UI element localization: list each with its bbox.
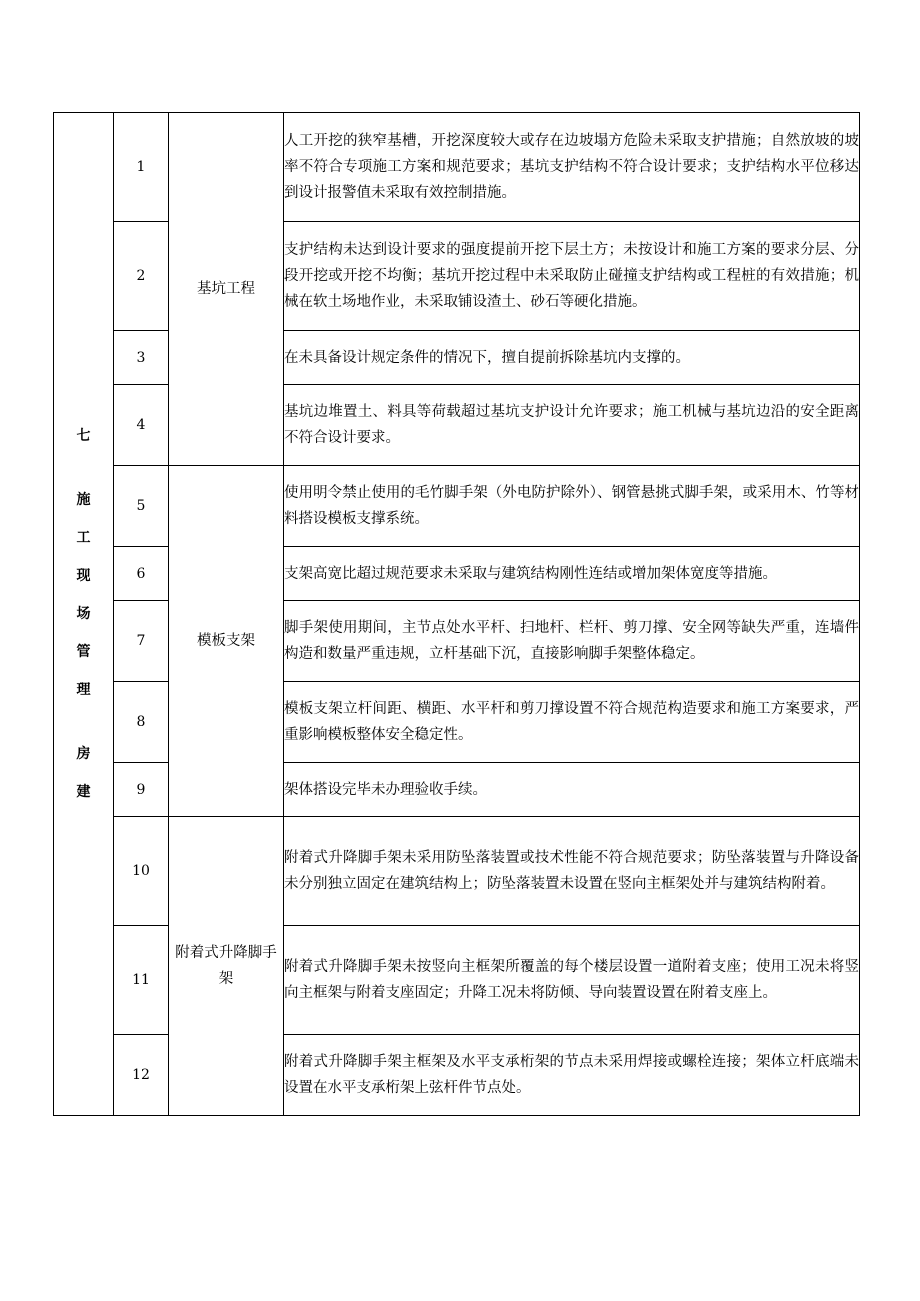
row-number: 3: [114, 331, 169, 385]
row-number: 9: [114, 763, 169, 817]
category-char: 工: [76, 530, 91, 546]
group-cell-attached-lifting-scaffold: 附着式升降脚手架: [169, 817, 284, 1116]
row-number: 10: [114, 817, 169, 926]
row-number: 5: [114, 466, 169, 547]
row-description: 模板支架立杆间距、横距、水平杆和剪刀撑设置不符合规范构造要求和施工方案要求，严重影响模板整体安全稳定性。: [284, 682, 860, 763]
row-description: 使用明令禁止使用的毛竹脚手架（外电防护除外）、钢管悬挑式脚手架，或采用木、竹等材料搭设模板支撑系统。: [284, 466, 860, 547]
row-number: 1: [114, 113, 169, 222]
hazard-table: [53, 112, 860, 1116]
row-description: 支护结构未达到设计要求的强度提前开挖下层土方；未按设计和施工方案的要求分层、分段开挖或开挖不均衡；基坑开挖过程中未采取防止碰撞支护结构或工程桩的有效措施；机械在软土场地作业，未采取铺设渣土、砂石等硬化措施。: [284, 222, 860, 331]
table-row: [54, 113, 860, 222]
category-char: 管: [76, 644, 91, 660]
row-number: 8: [114, 682, 169, 763]
category-char: 现: [76, 568, 91, 584]
row-description: 附着式升降脚手架未采用防坠落装置或技术性能不符合规范要求；防坠落装置与升降设备未分别独立固定在建筑结构上；防坠落装置未设置在竖向主框架处并与建筑结构附着。: [284, 817, 860, 926]
row-number: 11: [114, 926, 169, 1035]
row-description: 附着式升降脚手架未按竖向主框架所覆盖的每个楼层设置一道附着支座；使用工况未将竖向主框架与附着支座固定；升降工况未将防倾、导向装置设置在附着支座上。: [284, 926, 860, 1035]
table-row: [54, 466, 860, 547]
category-char: 房: [76, 746, 91, 762]
group-cell-foundation-pit: 基坑工程: [169, 113, 284, 466]
row-description: 架体搭设完毕未办理验收手续。: [284, 763, 860, 817]
category-char: 理: [76, 682, 91, 698]
category-char: 七: [76, 428, 91, 444]
category-char: 场: [76, 606, 91, 622]
row-description: 脚手架使用期间，主节点处水平杆、扫地杆、栏杆、剪刀撑、安全网等缺失严重，连墙件构造和数量严重违规，立杆基础下沉，直接影响脚手架整体稳定。: [284, 601, 860, 682]
row-description: 人工开挖的狭窄基槽，开挖深度较大或存在边坡塌方危险未采取支护措施；自然放坡的坡率不符合专项施工方案和规范要求；基坑支护结构不符合设计要求；支护结构水平位移达到设计报警值未采取有效控制措施。: [284, 113, 860, 222]
row-number: 2: [114, 222, 169, 331]
row-number: 4: [114, 385, 169, 466]
row-description: 附着式升降脚手架主框架及水平支承桁架的节点未采用焊接或螺栓连接；架体立杆底端未设置在水平支承桁架上弦杆件节点处。: [284, 1035, 860, 1116]
category-cell: [54, 113, 114, 1116]
row-description: 支架高宽比超过规范要求未采取与建筑结构刚性连结或增加架体宽度等措施。: [284, 547, 860, 601]
row-number: 7: [114, 601, 169, 682]
row-number: 6: [114, 547, 169, 601]
category-char: 建: [76, 784, 91, 800]
table-row: [54, 817, 860, 926]
row-number: 12: [114, 1035, 169, 1116]
category-char: 施: [76, 492, 91, 508]
row-description: 在未具备设计规定条件的情况下，擅自提前拆除基坑内支撑的。: [284, 331, 860, 385]
row-description: 基坑边堆置土、料具等荷载超过基坑支护设计允许要求；施工机械与基坑边沿的安全距离不符合设计要求。: [284, 385, 860, 466]
group-cell-formwork-support: 模板支架: [169, 466, 284, 817]
